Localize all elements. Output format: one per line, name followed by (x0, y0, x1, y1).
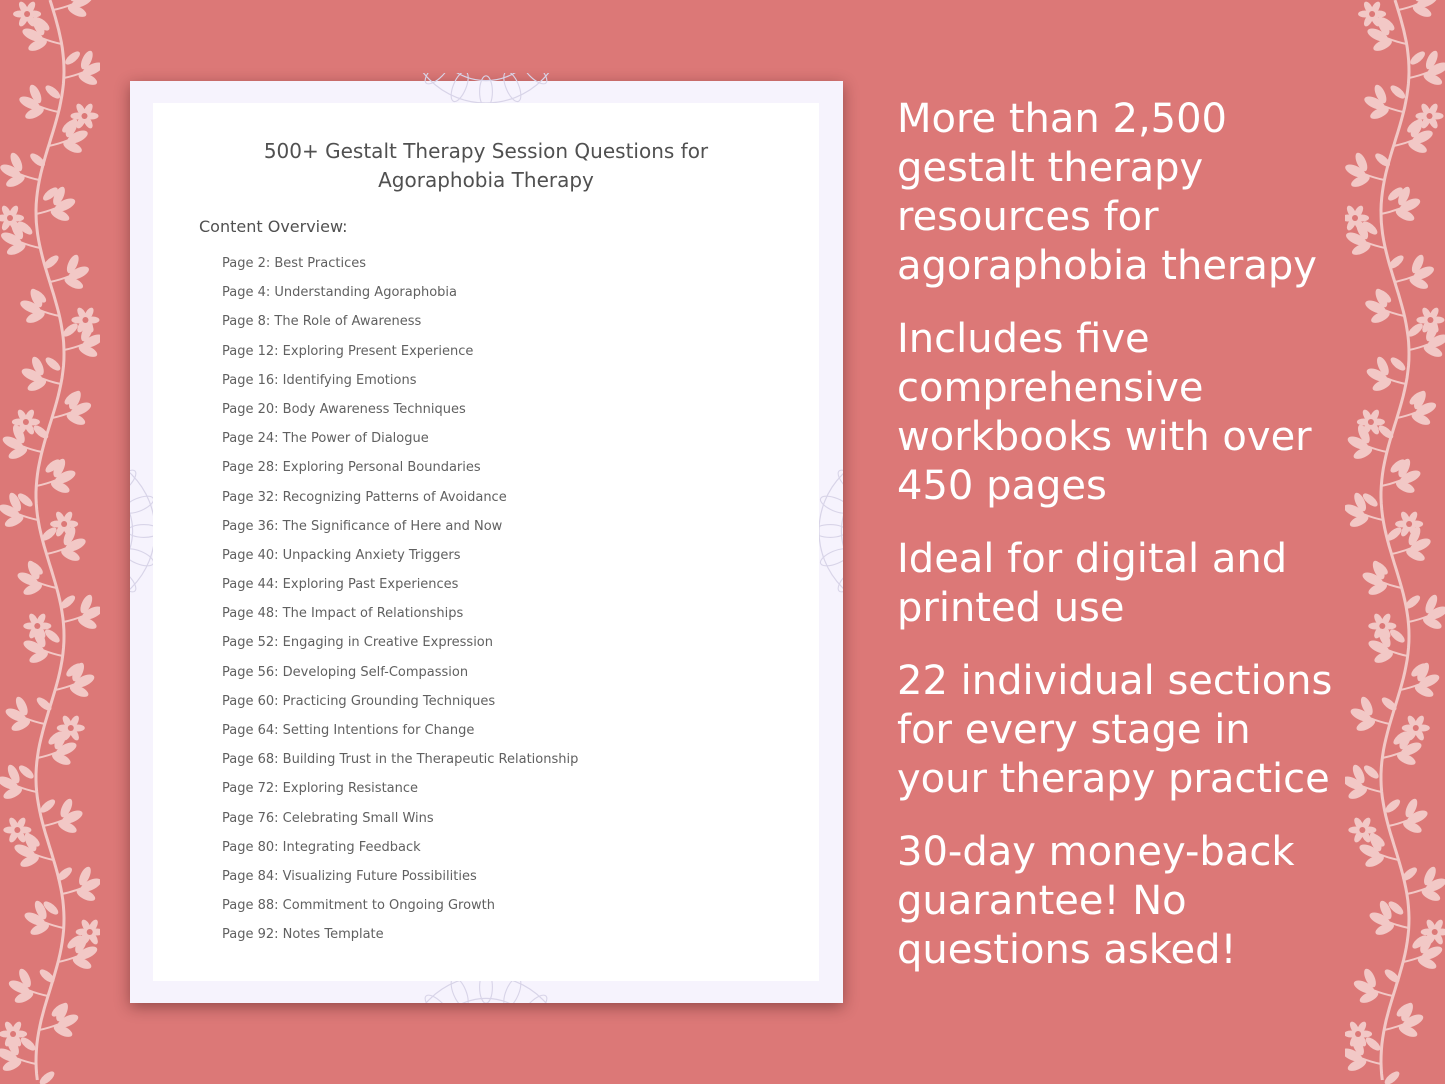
toc-entry: Page 24: The Power of Dialogue (222, 431, 429, 447)
document-title (153, 137, 819, 195)
toc-entry: Page 76: Celebrating Small Wins (222, 810, 434, 826)
toc-entry: Page 36: The Significance of Here and Now (222, 518, 503, 534)
toc-entry: Page 72: Exploring Resistance (222, 781, 419, 797)
mandala-bottom-ornament (386, 981, 586, 1003)
toc-entry: Page 84: Visualizing Future Possibilities (222, 868, 477, 884)
selling-point: Includes five comprehensive workbooks with over 450 pages (897, 316, 1312, 509)
toc-entry: Page 20: Body Awareness Techniques (222, 401, 466, 417)
toc-entry: Page 56: Developing Self-Compassion (222, 664, 469, 680)
toc-entry: Page 12: Exploring Present Experience (222, 343, 474, 359)
document-sheet (153, 103, 819, 981)
selling-points (897, 95, 1337, 999)
toc-entry: Page 40: Unpacking Anxiety Triggers (222, 547, 461, 563)
toc-entry: Page 16: Identifying Emotions (222, 372, 417, 388)
selling-point: 30-day money-back guarantee! No questions asked! (897, 829, 1295, 973)
document-title-line-2: Agoraphobia Therapy (378, 168, 594, 192)
toc-entry: Page 64: Setting Intentions for Change (222, 723, 475, 738)
toc-entry: Page 92: Notes Template (222, 927, 384, 943)
mandala-left-ornament (130, 441, 153, 621)
floral-vine-right-decoration (1345, 0, 1445, 1084)
toc-entry: Page 52: Engaging in Creative Expression (222, 635, 494, 651)
content-overview-heading: Content Overview: (199, 217, 348, 236)
document-page-preview (130, 81, 843, 1003)
table-of-contents (222, 253, 578, 954)
selling-point: Ideal for digital and printed use (897, 536, 1288, 631)
mandala-top-ornament (386, 73, 586, 103)
toc-entry: Page 88: Commitment to Ongoing Growth (222, 898, 496, 914)
toc-entry: Page 28: Exploring Personal Boundaries (222, 460, 481, 476)
toc-entry: Page 80: Integrating Feedback (222, 839, 421, 855)
toc-entry: Page 32: Recognizing Patterns of Avoidance (222, 489, 507, 505)
mandala-right-ornament (819, 441, 843, 621)
document-title-line-1: 500+ Gestalt Therapy Session Questions for (263, 139, 709, 163)
toc-entry: Page 60: Practicing Grounding Techniques (222, 693, 496, 709)
toc-entry: Page 4: Understanding Agoraphobia (222, 285, 457, 301)
toc-entry: Page 8: The Role of Awareness (222, 314, 422, 330)
floral-vine-left-decoration (0, 0, 100, 1084)
selling-point: More than 2,500 gestalt therapy resources for agoraphobia therapy (897, 96, 1317, 289)
toc-entry: Page 2: Best Practices (222, 256, 367, 271)
selling-point: 22 individual sections for every stage in your therapy practice (897, 658, 1333, 802)
toc-entry: Page 44: Exploring Past Experiences (222, 577, 459, 593)
toc-entry: Page 48: The Impact of Relationships (222, 606, 464, 622)
toc-entry: Page 68: Building Trust in the Therapeutic Relationship (222, 752, 579, 768)
